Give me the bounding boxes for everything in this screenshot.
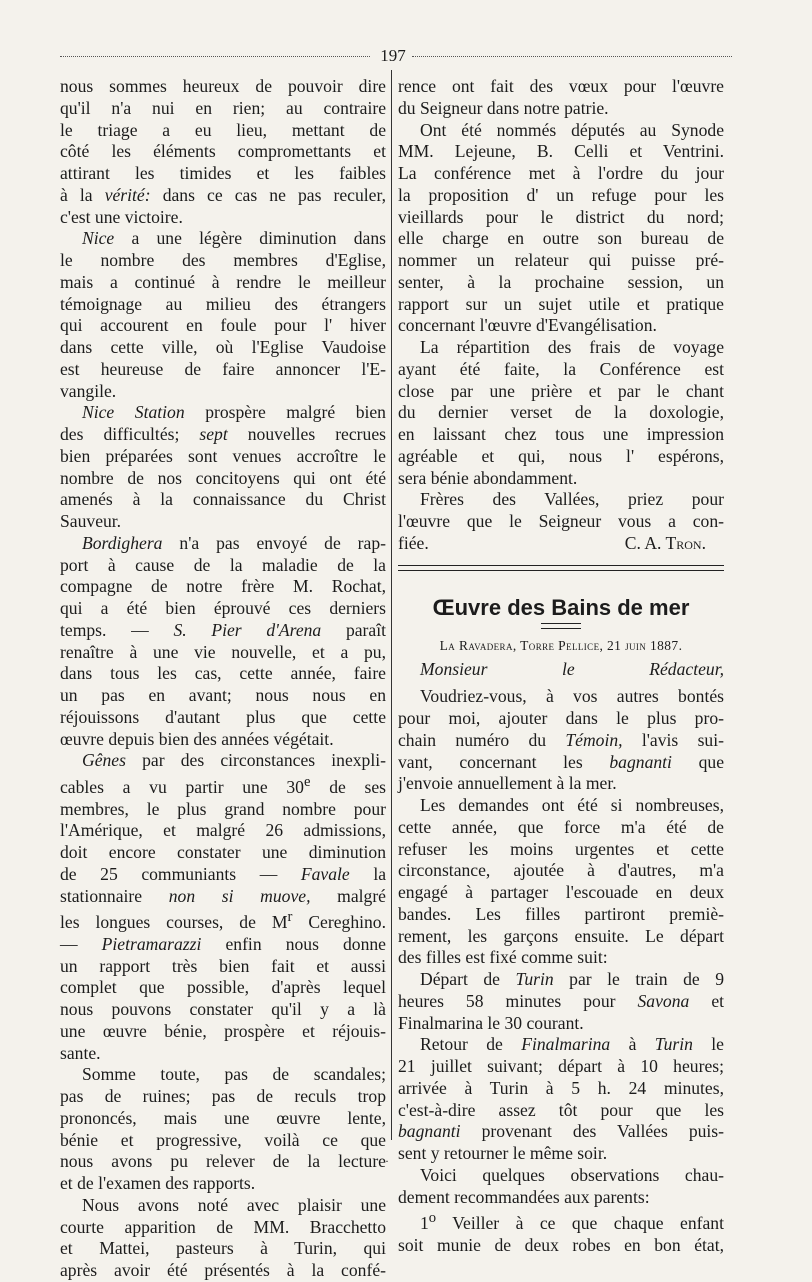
emphasis-verite: vérité: — [104, 184, 151, 205]
place-name-pietramarazzi: Pietramarazzi — [101, 933, 202, 954]
text-span: l'avis sui- — [641, 729, 724, 750]
salutation: Monsieur le Rédacteur, — [420, 658, 724, 679]
paragraph-retour — [398, 1034, 724, 1165]
text-span: — — [60, 933, 78, 954]
text-line: Frères des Vallées, priez pour — [420, 489, 724, 510]
paragraph-voudriez — [398, 686, 724, 795]
text-line: renaître à une vie nouvelle, et a pu, — [60, 641, 386, 662]
text-span: fiée. — [398, 532, 429, 553]
text-line: sera bénie abondamment. — [398, 467, 578, 488]
text-line: nous pouvons constater qu'il y a là — [60, 999, 386, 1020]
text-span: cables a vu partir une 30 — [60, 776, 304, 797]
text-line: nous avons pu relever de la lecture — [60, 1151, 386, 1172]
text-line: côté les éléments compromettants et — [60, 141, 386, 162]
newspaper-name-temoin: Témoin, — [565, 729, 623, 750]
text-line: sante. — [60, 1042, 101, 1063]
text-line: courte apparition de MM. Bracchetto — [60, 1216, 386, 1237]
text-line: Les demandes ont été si nombreuses, — [420, 795, 724, 815]
text-line: Finalmarina le 30 courant. — [398, 1012, 584, 1033]
text-line: pas de ruines; pas de reculs trop — [60, 1086, 386, 1107]
dateline: La Ravadera, Torre Pellice, 21 juin 1887. — [439, 637, 683, 653]
column-divider — [391, 70, 392, 1140]
text-line: vieillards pour le district du nord; — [398, 206, 724, 227]
text-line: qui accourent en foule pour l' hiver — [60, 315, 386, 336]
place-name-savona: Savona — [637, 990, 690, 1011]
text-line — [60, 424, 386, 446]
text-span: que — [698, 751, 724, 772]
emphasis-bagnanti: bagnanti — [398, 1121, 461, 1142]
text-line: œuvre depuis bien des années végétait. — [60, 728, 334, 749]
emphasis-sept: sept — [199, 424, 228, 444]
paragraph-deputes — [398, 120, 724, 338]
text-span: par le train de 9 — [569, 969, 724, 989]
place-name-finalmarina: Finalmarina — [521, 1034, 611, 1055]
text-line: un pas en avant; nous nous en — [60, 685, 386, 705]
text-line: refuser les moins urgentes et cette — [398, 838, 724, 859]
text-line: Voudriez-vous, à vos autres bontés — [420, 686, 724, 707]
text-line — [398, 991, 724, 1013]
right-column — [398, 76, 724, 1257]
text-line: cette année, que force m'a été de — [398, 816, 724, 837]
text-line: c'est-à-dire assez tôt pour que les — [398, 1099, 724, 1120]
text-line — [398, 1121, 724, 1143]
text-span: Départ de — [420, 969, 500, 989]
text-span: enfin nous donne — [225, 933, 386, 954]
text-line: et Mattei, pasteurs à Turin, qui — [60, 1238, 386, 1259]
text-line: dement recommandées aux parents: — [398, 1186, 650, 1207]
text-line: soit munie de deux robes en bon état, — [398, 1234, 724, 1255]
text-line: Nous avons noté avec plaisir une — [82, 1194, 386, 1215]
text-line: des filles est fixé comme suit: — [398, 947, 608, 968]
text-line: la proposition d' un refuge pour les — [398, 184, 724, 205]
text-span: des difficultés; — [60, 424, 180, 444]
page-header — [60, 46, 732, 66]
text-line: pour moi, ajouter dans le plus pro- — [398, 708, 724, 728]
place-name-nice-station: Nice Station — [82, 402, 185, 423]
text-line — [60, 533, 386, 555]
superscript: e — [303, 774, 311, 790]
text-line: MM. Lejeune, B. Celli et Ventrini. — [398, 141, 724, 162]
text-line: dans tous les cas, cette année, faire — [60, 663, 386, 684]
text-line: circonstance, ajoutée à d'autres, m'a — [398, 860, 724, 881]
text-line — [398, 533, 724, 555]
text-line: vangile. — [60, 380, 117, 401]
text-line — [398, 730, 724, 752]
text-span: heures 58 minutes pour — [398, 990, 616, 1011]
text-line: Ont été nommés députés au Synode — [420, 119, 724, 140]
text-line — [398, 969, 724, 991]
text-line — [60, 772, 386, 799]
text-span: dans ce cas ne pas reculer, — [162, 184, 387, 205]
text-line — [60, 620, 386, 642]
text-line: un rapport très bien fait et aussi — [60, 955, 386, 976]
text-line: bien préparées sont venues accroître le — [60, 445, 386, 466]
paragraph-apparition — [60, 1195, 386, 1282]
paragraph-nice — [60, 228, 386, 402]
text-span: a une légère diminution dans — [131, 228, 386, 249]
text-line — [398, 1208, 724, 1235]
text-line: bandes. Les filles partiront premiè- — [398, 903, 724, 924]
place-name-turin: Turin — [515, 969, 554, 989]
text-line: senter, à la prochaine session, un — [398, 271, 724, 292]
text-line: complet que possible, d'après lequel — [60, 977, 386, 998]
text-line: 21 juillet suivant; départ à 10 heures; — [398, 1056, 724, 1076]
section-title: Œuvre des Bains de mer — [432, 594, 690, 620]
text-line: réjouissons d'autant plus que cette — [60, 706, 386, 727]
text-line — [60, 185, 386, 207]
text-line: est heureuse de faire annoncer l'E- — [60, 358, 386, 379]
text-line — [60, 402, 386, 424]
text-line: nous sommes heureux de pouvoir dire — [60, 76, 386, 96]
text-line: compagne de notre frère M. Rochat, — [60, 576, 386, 597]
text-line: concernant l'œuvre d'Evangélisation. — [398, 315, 657, 336]
superscript: o — [428, 1210, 437, 1227]
text-line: dans cette ville, où l'Eglise Vaudoise — [60, 337, 386, 357]
emphasis-non-si-muove: non si muove, — [168, 885, 311, 906]
paragraph-somme-toute — [60, 1064, 386, 1195]
text-line: rapport sur un sujet utile et pratique — [398, 293, 724, 314]
text-line: rement, les garçons ensuite. Le départ — [398, 925, 724, 946]
text-span: la — [373, 863, 387, 884]
place-name-s-pier-d-arena: S. Pier d'Arena — [173, 619, 322, 640]
title-ornament — [541, 623, 581, 629]
text-span: stationnaire — [60, 885, 143, 906]
text-line: La conférence met à l'ordre du jour — [398, 163, 724, 183]
text-line — [60, 907, 386, 934]
text-line: après avoir été présentés à la confé- — [60, 1260, 386, 1281]
text-line: qui a été bien éprouvé ces derniers — [60, 598, 386, 618]
text-span: de 25 communiants — — [60, 863, 278, 884]
text-span: n'a pas envoyé de rap- — [179, 532, 387, 553]
text-line: qu'il n'a nui en rien; au contraire — [60, 97, 386, 118]
paragraph-genes — [60, 750, 386, 1064]
paragraph-bordighera — [60, 533, 386, 751]
place-name-genes: Gênes — [82, 750, 126, 771]
signature: C. A. Tron. — [624, 532, 706, 553]
text-line — [60, 886, 386, 908]
text-line — [60, 750, 386, 772]
text-line: doit encore constater une diminution — [60, 842, 386, 863]
text-span: par des circonstances inexpli- — [142, 750, 386, 771]
text-span: chain numéro du — [398, 729, 547, 750]
text-line — [60, 934, 386, 956]
paragraph-veiller — [398, 1208, 724, 1256]
text-line — [60, 864, 386, 886]
text-line: une œuvre bénie, prospère et réjouis- — [60, 1020, 386, 1041]
header-dotted-rule-left — [60, 56, 370, 57]
text-line: arrivée à Turin à 5 h. 24 minutes, — [398, 1077, 724, 1098]
text-span: les longues courses, de M — [60, 912, 288, 933]
text-line — [60, 228, 386, 250]
text-span: Cereghino. — [308, 912, 386, 933]
text-line: du dernier verset de la doxologie, — [398, 402, 724, 423]
text-line: elle charge en outre son bureau de — [398, 228, 724, 249]
text-line: sent y retourner le même soir. — [398, 1143, 608, 1163]
header-dotted-rule-right — [412, 56, 732, 57]
text-line: bénie et progressive, voilà ce que — [60, 1129, 386, 1150]
text-span: et — [711, 990, 725, 1011]
paragraph-depart — [398, 969, 724, 1034]
text-line: et de l'examen des rapports. — [60, 1173, 256, 1194]
text-span: Veiller à ce que chaque enfant — [452, 1213, 724, 1234]
text-line: rence ont fait des vœux pour l'œuvre — [398, 76, 724, 96]
text-line: port à cause de la maladie de la — [60, 554, 386, 575]
text-line: le triage a eu lieu, mettant de — [60, 119, 386, 140]
place-name-bordighera: Bordighera — [82, 532, 163, 553]
text-line: ayant été faite, la Conférence est — [398, 358, 724, 379]
text-line — [398, 1034, 724, 1056]
text-span: malgré — [337, 885, 386, 906]
text-line: le nombre des membres d'Eglise, — [60, 250, 386, 270]
section-separator-rule — [398, 565, 724, 571]
text-line: nombre de nos concitoyens qui ont été — [60, 467, 386, 488]
text-line: amenés à la connaissance du Christ — [60, 489, 386, 510]
text-span: Retour de — [420, 1034, 503, 1055]
text-span: paraît — [345, 619, 386, 640]
paragraph-repartition — [398, 337, 724, 489]
place-name-nice: Nice — [82, 228, 115, 249]
text-span: 1 — [420, 1213, 429, 1234]
paragraph-opening — [60, 76, 386, 228]
text-span: provenant des Vallées puis- — [481, 1121, 725, 1142]
text-span: le — [711, 1034, 724, 1055]
place-name-turin: Turin — [654, 1034, 693, 1055]
paragraph-freres — [398, 489, 724, 554]
text-line: prononcés, mais une œuvre lente, — [60, 1107, 386, 1128]
emphasis-bagnanti: bagnanti — [609, 751, 672, 772]
text-line: mais a continué à rendre le meilleur — [60, 271, 386, 292]
text-line: en laissant chez tous une impression — [398, 424, 724, 444]
text-line: membres, le plus grand nombre pour — [60, 798, 386, 819]
text-span: prospère malgré bien — [205, 402, 386, 423]
text-line: l'Amérique, et malgré 26 admissions, — [60, 820, 386, 841]
text-line: attirant les timides et les faibles — [60, 163, 386, 183]
text-line: engagé à partager l'escouade en deux — [398, 882, 724, 902]
text-span: à — [628, 1034, 637, 1055]
text-line: l'œuvre que le Seigneur vous a con- — [398, 511, 724, 531]
text-line: agréable et qui, nous l' espérons, — [398, 445, 724, 466]
text-line: témoignage au milieu des étrangers — [60, 293, 386, 314]
text-line: La répartition des frais de voyage — [420, 337, 724, 357]
text-span: à la — [60, 184, 93, 205]
paragraph-observations — [398, 1165, 724, 1209]
text-line: du Seigneur dans notre patrie. — [398, 97, 609, 118]
text-line: j'envoie annuellement à la mer. — [398, 773, 617, 794]
text-line — [398, 752, 724, 774]
text-line: Somme toute, pas de scandales; — [82, 1064, 386, 1085]
text-line: nommer un relateur qui puisse pré- — [398, 250, 724, 270]
left-column — [60, 76, 386, 1282]
superscript: r — [287, 909, 293, 926]
paragraph-nice-station — [60, 402, 386, 533]
text-line: close par une prière et par le chant — [398, 380, 724, 401]
text-span: de ses — [329, 776, 386, 797]
paragraph-demandes — [398, 795, 724, 969]
place-name-favale: Favale — [300, 863, 350, 884]
text-line: Sauveur. — [60, 511, 122, 531]
text-line: c'est une victoire. — [60, 206, 183, 227]
paragraph-continuation — [398, 76, 724, 120]
page-number: 197 — [380, 46, 406, 65]
text-span: temps. — — [60, 619, 149, 640]
text-span: nouvelles recrues — [247, 424, 386, 444]
text-line: Voici quelques observations chau- — [420, 1164, 724, 1185]
text-span: vant, concernant les — [398, 751, 583, 772]
bottom-dot-mark: · — [385, 1154, 389, 1168]
